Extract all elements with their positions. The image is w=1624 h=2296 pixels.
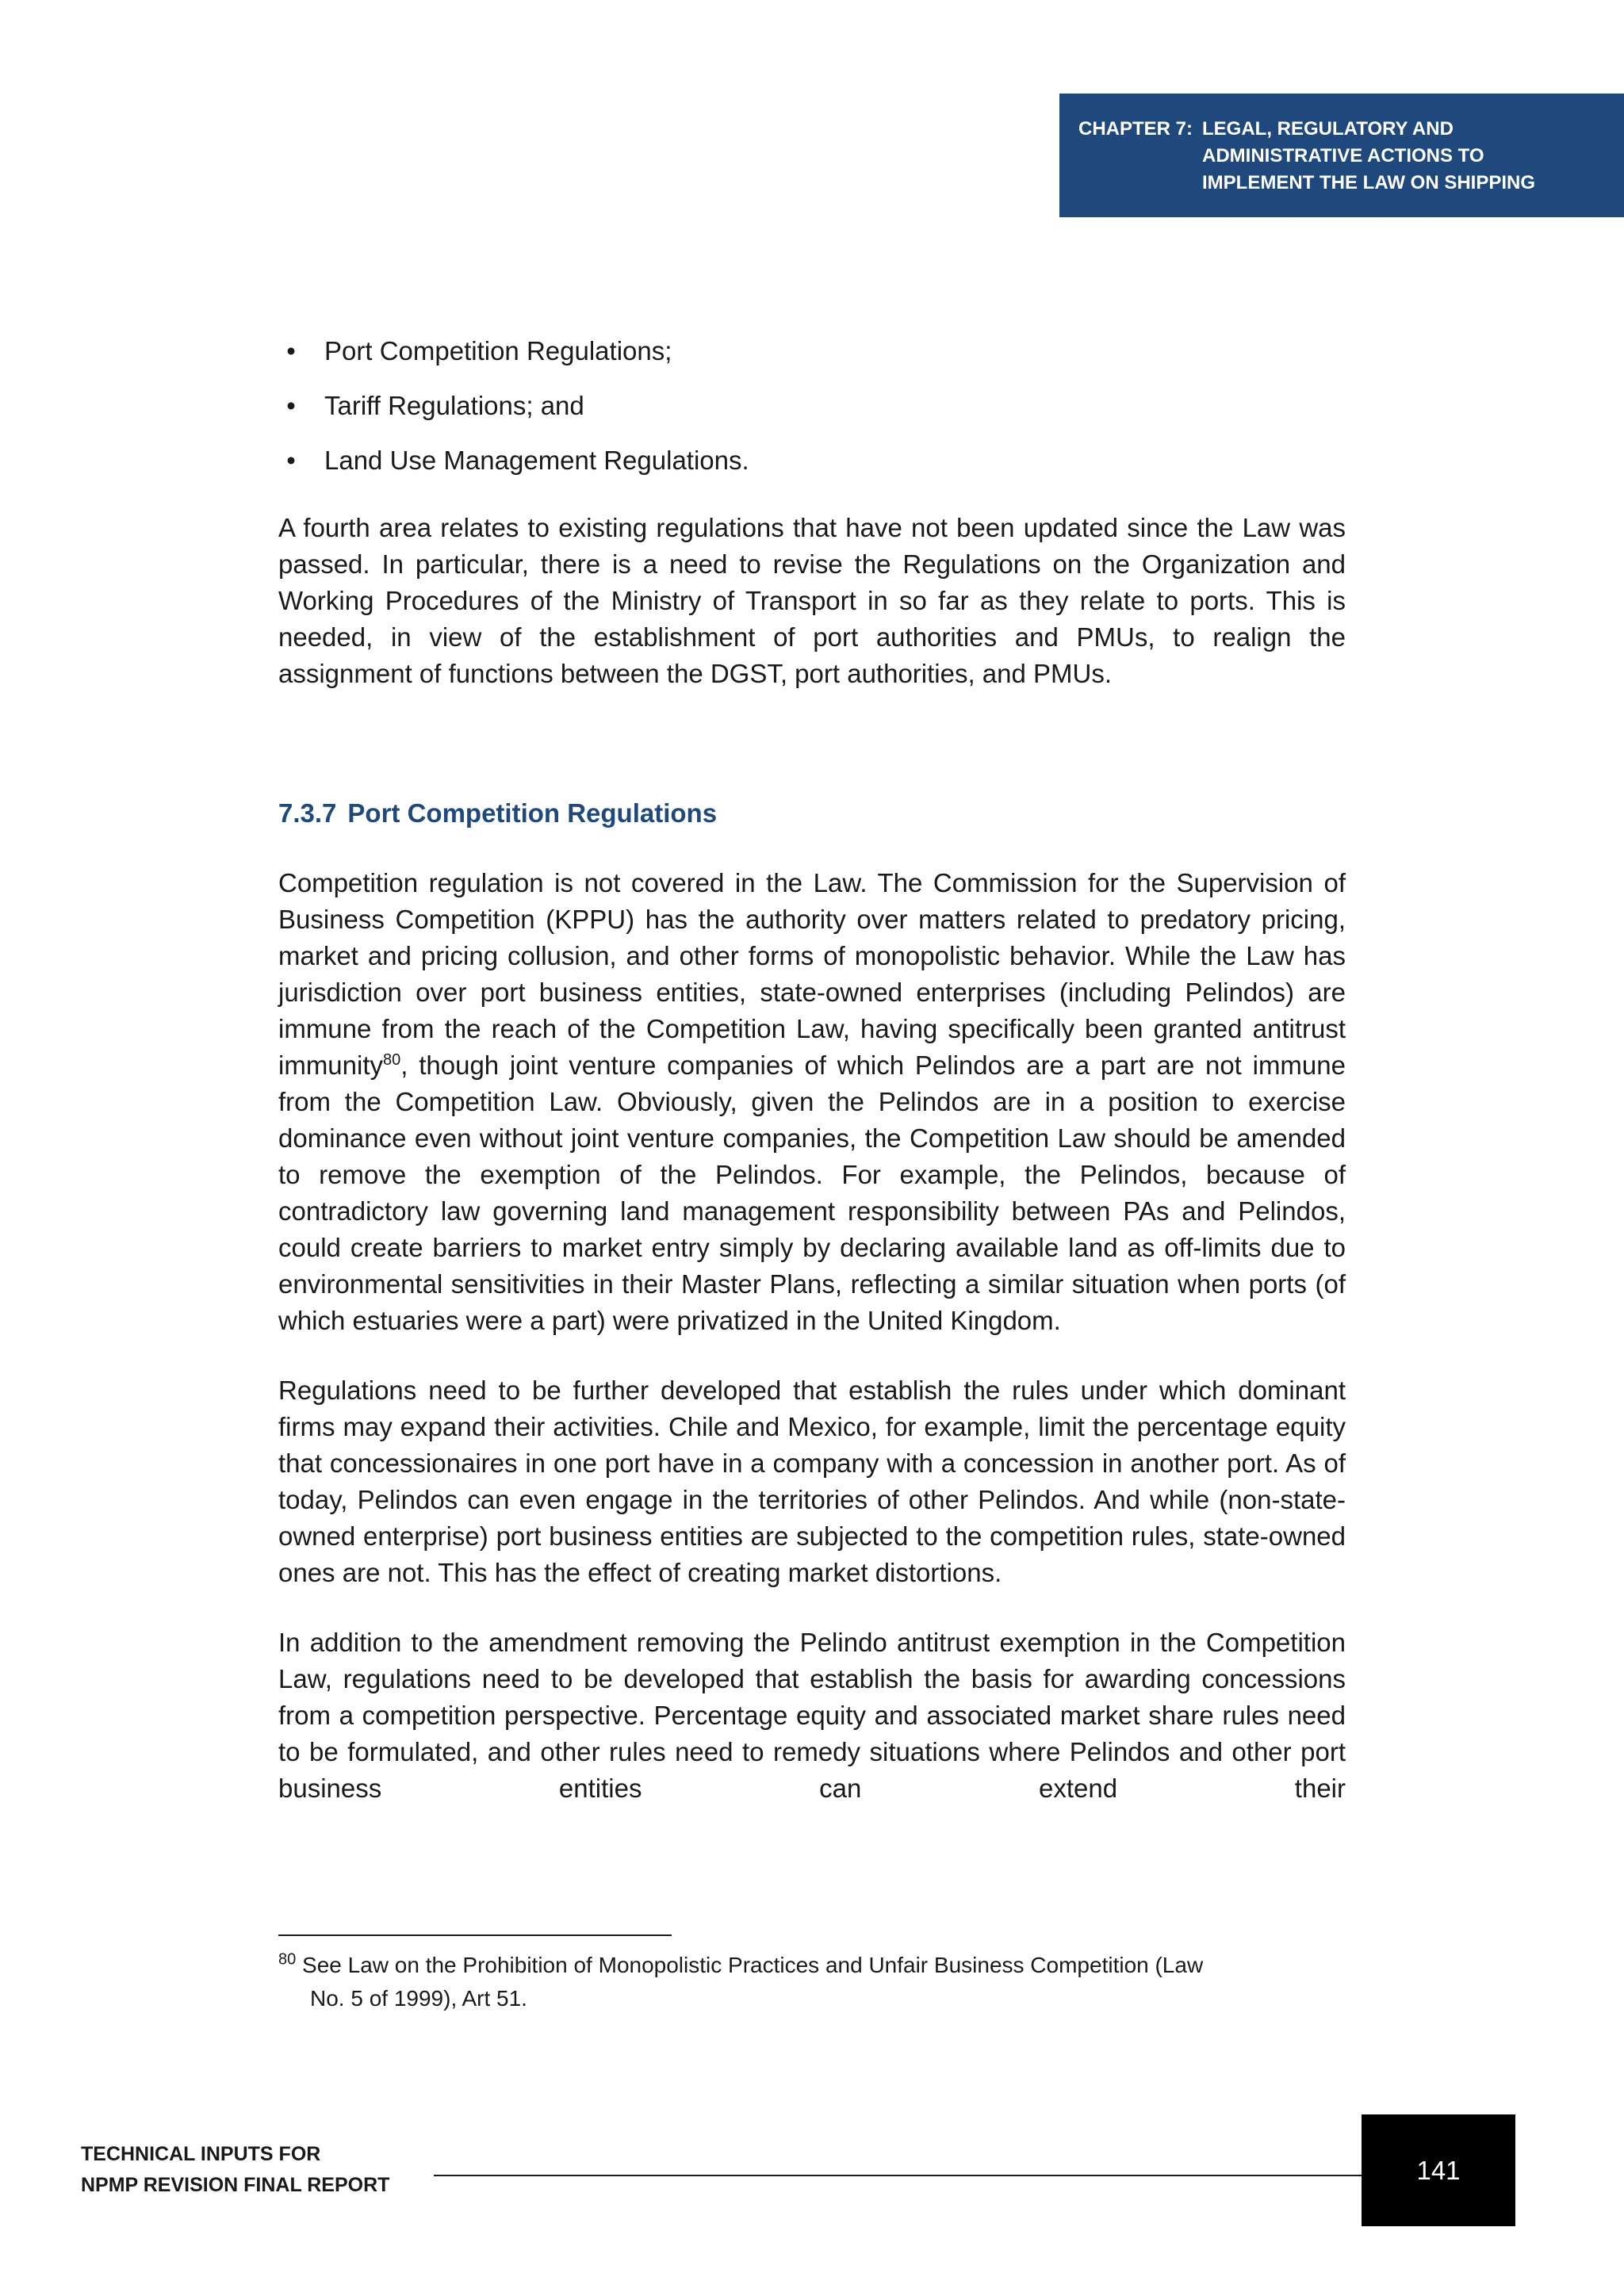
paragraph-dominant-firms: Regulations need to be further developed that establish the rules under which dominant firms may expand their activities. Chile and Mexico, for example, limit the percentage equity that concessionaires in one port have in a company with a concession in another port. As of today, Pelindos can even engage in the territories of other Pelindos. And while (non-state-owned enterprise) port business entities are subjected to the competition rules, state-owned ones are not. This has the effect of creating market distortions. xyxy=(278,1376,1346,1587)
paragraph-competition xyxy=(278,865,1346,1339)
bullet-list xyxy=(278,333,1346,497)
footer-line: TECHNICAL INPUTS FOR xyxy=(81,2143,321,2165)
paragraph-text: Competition regulation is not covered in the Law. The Commission for the Supervision of Business Competition (KPPU) has the authority over matters related to predatory pricing, market and pricing collusion, and other forms of monopolistic behavior. While the Law has jurisdiction over port business entities, state-owned enterprises (including Pelindos) are immune from the reach of the Competition Law, having specifically been granted antitrust immunity xyxy=(278,868,1346,1080)
section-title: Port Competition Regulations xyxy=(347,798,718,828)
chapter-title-line: IMPLEMENT THE LAW ON SHIPPING xyxy=(1202,172,1536,193)
chapter-label: CHAPTER 7: xyxy=(1078,118,1193,140)
paragraph-text: , though joint venture companies of which Pelindos are a part are not immune from the Competition Law. Obviously, given the Pelindos are in a position to exercise dominance even without joint venture companies, the Competition Law should be amended to remove the exemption of the Pelindos. For example, the Pelindos, because of contradictory law governing land management responsibility between PAs and Pelindos, could create barriers to market entry simply by declaring available land as off-limits due to environmental sensitivities in their Master Plans, reflecting a similar situation when ports (of which estuaries were a part) were privatized in the United Kingdom. xyxy=(278,1050,1346,1335)
list-item xyxy=(278,442,1346,497)
chapter-title-line: ADMINISTRATIVE ACTIONS TO xyxy=(1202,145,1484,166)
footnote-reference[interactable]: 80 xyxy=(383,1051,401,1069)
chapter-title-line: LEGAL, REGULATORY AND xyxy=(1202,118,1454,140)
footer-line: NPMP REVISION FINAL REPORT xyxy=(81,2174,390,2196)
bullet-icon: • xyxy=(286,391,296,420)
list-item xyxy=(278,333,1346,388)
list-item-text: Tariff Regulations; and xyxy=(324,391,584,420)
footnote-number: 80 xyxy=(278,1950,297,1969)
list-item xyxy=(278,388,1346,442)
chapter-header-band xyxy=(1059,94,1624,217)
footnote-text: See Law on the Prohibition of Monopolistic Practices and Unfair Business Competition (Law xyxy=(296,1953,1204,1977)
page-number-box xyxy=(1362,2114,1515,2226)
intro-paragraph: A fourth area relates to existing regulations that have not been updated since the Law was passed. In particular, there is a need to revise the Regulations on the Organization and Working Procedures of the Ministry of Transport in so far as they relate to ports. This is needed, in view of the establishment of port authorities and PMUs, to realign the assignment of functions between the DGST, port authorities, and PMUs. xyxy=(278,513,1346,688)
footnote-text-continued: No. 5 of 1999), Art 51. xyxy=(310,1986,527,2011)
chapter-title xyxy=(1202,116,1608,217)
page-number: 141 xyxy=(1416,2155,1461,2185)
footer-divider xyxy=(434,2175,1362,2176)
list-item-text: Land Use Management Regulations. xyxy=(324,446,749,475)
page-body xyxy=(278,333,1346,1840)
footnote xyxy=(278,1949,1346,2015)
footer-report-title xyxy=(81,2139,414,2201)
footnote-divider xyxy=(278,1934,672,1936)
section-number: 7.3.7 xyxy=(278,798,337,828)
list-item-text: Port Competition Regulations; xyxy=(324,336,672,365)
section-heading xyxy=(278,795,1346,832)
bullet-icon: • xyxy=(286,336,296,365)
paragraph-amendment: In addition to the amendment removing the Pelindo antitrust exemption in the Competition Law, regulations need to be developed that establish the basis for awarding concessions from a competition perspective. Percentage equity and associated market share rules need to be formulated, and other rules need to remedy situations where Pelindos and other port business entities can extend their xyxy=(278,1628,1346,1803)
bullet-icon: • xyxy=(286,446,296,475)
